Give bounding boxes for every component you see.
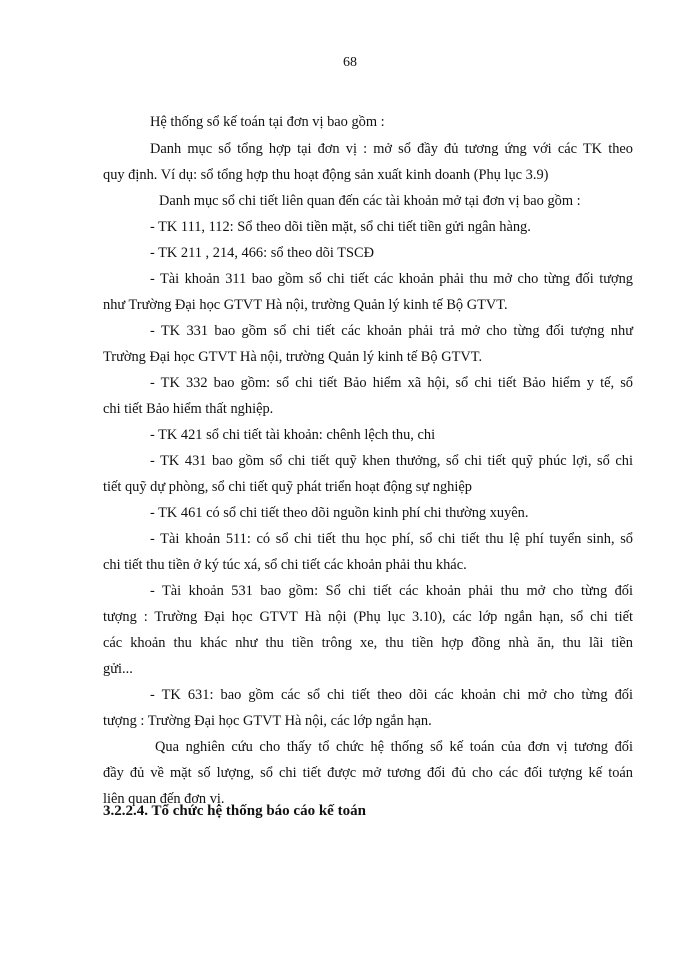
text-line: Danh mục sổ tổng hợp tại đơn vị : mở sổ đầy đủ tương ứng với các TK theo	[150, 141, 633, 157]
text-line: - TK 461 có sổ chi tiết theo dõi nguồn kinh phí chi thường xuyên.	[150, 505, 529, 521]
text-line: Trường Đại học GTVT Hà nội, trường Quản lý kinh tế Bộ GTVT.	[103, 349, 483, 365]
text-line: Qua nghiên cứu cho thấy tổ chức hệ thống sổ kế toán của đơn vị tương đối	[155, 739, 633, 755]
text-line: Hệ thống sổ kế toán tại đơn vị bao gồm :	[150, 114, 385, 130]
section-heading: 3.2.2.4. Tổ chức hệ thống báo cáo kế toán	[103, 803, 366, 819]
text-line: - TK 111, 112: Sổ theo dõi tiền mặt, sổ chi tiết tiền gửi ngân hàng.	[150, 219, 531, 235]
text-line: đầy đủ về mặt số lượng, sổ chi tiết được mở tương đối đủ cho các đối tượng kế toán	[103, 765, 633, 781]
text-line: - TK 421 sổ chi tiết tài khoản: chênh lệch thu, chi	[150, 427, 436, 443]
text-line: gửi...	[103, 661, 133, 677]
text-line: - TK 211 , 214, 466: sổ theo dõi TSCĐ	[150, 245, 374, 261]
text-line: chi tiết thu tiền ở ký túc xá, sổ chi tiết các khoản phải thu khác.	[103, 557, 467, 573]
text-line: - TK 631: bao gồm các sổ chi tiết theo dõi các khoản chi mở cho từng đối	[150, 687, 633, 703]
text-line: liên quan đến đơn vị.	[103, 791, 225, 807]
text-line: các khoản thu khác như thu tiền trông xe, thu tiền hợp đồng nhà ăn, thu lãi tiền	[103, 635, 633, 651]
text-line: chi tiết Bảo hiểm thất nghiệp.	[103, 401, 274, 417]
text-line: - TK 331 bao gồm sổ chi tiết các khoản phải trả mở cho từng đối tượng như	[150, 323, 633, 339]
text-line: tiết quỹ dự phòng, sổ chi tiết quỹ phát triển hoạt động sự nghiệp	[103, 479, 472, 495]
text-line: - Tài khoản 311 bao gồm sổ chi tiết các khoản phải thu mở cho từng đối tượng	[150, 271, 633, 287]
text-line: như Trường Đại học GTVT Hà nội, trường Quản lý kinh tế Bộ GTVT.	[103, 297, 508, 313]
text-line: quy định. Ví dụ: sổ tổng hợp thu hoạt động sản xuất kinh doanh (Phụ lục 3.9)	[103, 167, 549, 183]
page-number: 68	[343, 55, 357, 70]
text-line: tượng : Trường Đại học GTVT Hà nội (Phụ lục 3.10), các lớp ngắn hạn, sổ chi tiết	[103, 609, 633, 625]
text-line: tượng : Trường Đại học GTVT Hà nội, các lớp ngắn hạn.	[103, 713, 432, 729]
text-line: - TK 332 bao gồm: sổ chi tiết Bảo hiểm xã hội, sổ chi tiết Bảo hiểm y tế, sổ	[150, 375, 633, 391]
text-line: - Tài khoản 531 bao gồm: Sổ chi tiết các khoản phải thu mở cho từng đối	[150, 583, 633, 599]
text-line: Danh mục sổ chi tiết liên quan đến các tài khoản mở tại đơn vị bao gồm :	[159, 193, 581, 209]
text-line: - Tài khoản 511: có sổ chi tiết thu học phí, sổ chi tiết thu lệ phí tuyển sinh, sổ	[150, 531, 633, 547]
text-line: - TK 431 bao gồm sổ chi tiết quỹ khen thưởng, sổ chi tiết quỹ phúc lợi, sổ chi	[150, 453, 633, 469]
